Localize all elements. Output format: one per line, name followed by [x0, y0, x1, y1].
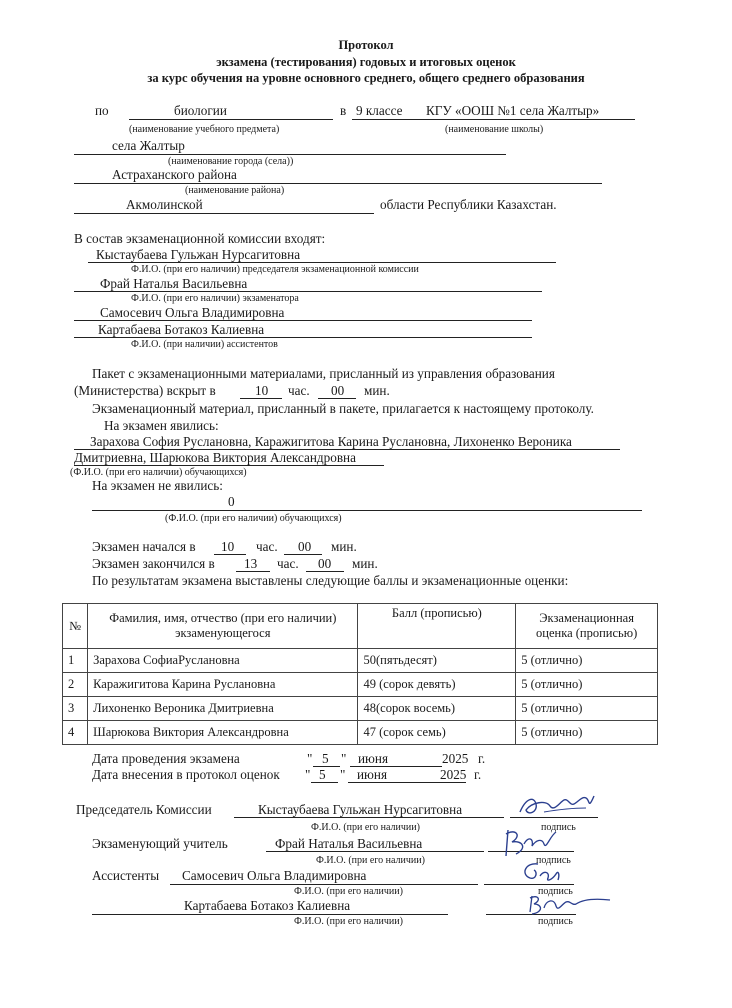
package-line-2-prefix: (Министерства) вскрыт в [74, 383, 216, 398]
end-minute: 00 [318, 556, 332, 571]
entry-month: июня [357, 767, 388, 782]
assistant1-signature [516, 860, 564, 886]
entry-year-suffix: г. [474, 767, 482, 782]
chair-sign-label: Председатель Комиссии [76, 802, 212, 817]
present-underline-2 [74, 465, 384, 466]
assistant2-name: Картабаева Ботакоз Калиевна [98, 322, 265, 337]
row-name: Каражигитова Карина Руслановна [88, 673, 358, 697]
assistants-caption: Ф.И.О. (при наличии) ассистентов [131, 339, 278, 350]
school-underline [352, 119, 635, 120]
assistant1-sign-underline [170, 884, 478, 885]
school-value: КГУ «ООШ №1 села Жалтыр» [426, 103, 600, 118]
package-minute-label: мин. [364, 383, 390, 398]
school-caption: (наименование школы) [445, 124, 544, 135]
assistant1-sign-caption: подпись [538, 886, 573, 897]
entry-date-open-quote: " [305, 767, 311, 782]
assistant2-fio-caption: Ф.И.О. (при его наличии) [294, 916, 403, 927]
present-line-1: Зарахова София Руслановна, Каражигитова Карина Руслановна, Лихоненко Вероника [90, 434, 572, 449]
examiner-caption: Ф.И.О. (при его наличии) экзаменатора [131, 293, 299, 304]
chair-caption: Ф.И.О. (при его наличии) председателя экзаменационной комиссии [131, 264, 419, 275]
end-hour: 13 [244, 556, 258, 571]
start-hour-label: час. [256, 539, 278, 554]
start-hour: 10 [221, 539, 235, 554]
assistant1-fio-caption: Ф.И.О. (при его наличии) [294, 886, 403, 897]
chair-signature [516, 790, 600, 824]
absent-value: 0 [228, 494, 235, 509]
examiner-sign-label: Экзаменующий учитель [92, 836, 228, 851]
city-underline [74, 154, 506, 155]
entry-date-label: Дата внесения в протокол оценок [92, 767, 280, 782]
row-name: Лихоненко Вероника Дмитриевна [88, 697, 358, 721]
assistant2-sign-name: Картабаева Ботакоз Калиевна [184, 898, 351, 913]
class-value: 9 классе [356, 103, 403, 118]
absent-underline [92, 510, 642, 511]
chair-sign-caption: подпись [541, 822, 576, 833]
assistants-sign-label: Ассистенты [92, 868, 160, 883]
results-intro: По результатам экзамена выставлены следующие баллы и экзаменационные оценки: [92, 573, 569, 588]
subject-value: биологии [174, 103, 227, 118]
district-caption: (наименование района) [185, 185, 285, 196]
protocol-subtitle-2: за курс обучения на уровне основного среднего, общего среднего образования [147, 71, 585, 85]
row-grade: 5 (отлично) [516, 649, 658, 673]
subject-caption: (наименование учебного предмета) [129, 124, 280, 135]
assistant2-sign-underline [92, 914, 448, 915]
row-score: 48(сорок восемь) [358, 697, 516, 721]
exam-year: 2025 [442, 751, 469, 766]
row-name: Шарюкова Виктория Александровна [88, 721, 358, 745]
district-value: Астраханского района [112, 167, 237, 182]
package-minute: 00 [331, 383, 345, 398]
exam-date-close-quote: " [341, 751, 347, 766]
present-label: На экзамен явились: [104, 418, 219, 433]
end-minute-label: мин. [352, 556, 378, 571]
absent-caption: (Ф.И.О. (при его наличии) обучающихся) [165, 513, 342, 524]
package-hour-label: час. [288, 383, 310, 398]
absent-label: На экзамен не явились: [92, 478, 223, 493]
present-line-2: Дмитриевна, Шарюкова Виктория Александровна [74, 450, 356, 465]
examiner-sign-name: Фрай Наталья Васильевна [275, 836, 423, 851]
row-grade: 5 (отлично) [516, 721, 658, 745]
header-score: Балл (прописью) [358, 604, 516, 649]
header-grade: Экзаменационная оценка (прописью) [516, 604, 658, 649]
row-num: 4 [63, 721, 88, 745]
row-num: 2 [63, 673, 88, 697]
table-row [63, 649, 658, 673]
region-underline [74, 213, 374, 214]
examiner-fio-caption: Ф.И.О. (при его наличии) [316, 855, 425, 866]
entry-date-close-quote: " [340, 767, 346, 782]
district-underline [74, 183, 602, 184]
table-row [63, 697, 658, 721]
end-prefix: Экзамен закончился в [92, 556, 215, 571]
row-name: Зарахова СофиаРуслановна [88, 649, 358, 673]
table-row [63, 721, 658, 745]
exam-month: июня [358, 751, 389, 766]
present-caption: (Ф.И.О. (при его наличии) обучающихся) [70, 467, 247, 478]
start-minute: 00 [298, 539, 312, 554]
chair-fio-caption: Ф.И.О. (при его наличии) [311, 822, 420, 833]
table-row [63, 673, 658, 697]
assistant2-sign-caption: подпись [538, 916, 573, 927]
header-num: № [63, 604, 88, 649]
region-suffix: области Республики Казахстан. [380, 197, 557, 212]
row-grade: 5 (отлично) [516, 697, 658, 721]
exam-day: 5 [322, 751, 329, 766]
protocol-subtitle: экзамена (тестирования) годовых и итоговых оценок [216, 55, 516, 69]
region-value: Акмолинской [126, 197, 203, 212]
commission-intro: В состав экзаменационной комиссии входят: [74, 231, 326, 246]
assistant1-name: Самосевич Ольга Владимировна [100, 305, 285, 320]
chair-name: Кыстаубаева Гульжан Нурсагитовна [96, 247, 301, 262]
end-hour-label: час. [277, 556, 299, 571]
row-num: 3 [63, 697, 88, 721]
table-header-row [63, 604, 658, 649]
row-score: 47 (сорок семь) [358, 721, 516, 745]
chair-sign-name: Кыстаубаева Гульжан Нурсагитовна [258, 802, 463, 817]
city-value: села Жалтыр [112, 138, 185, 153]
package-hour: 10 [255, 383, 269, 398]
examiner-sign-caption: подпись [536, 855, 571, 866]
entry-day: 5 [319, 767, 326, 782]
exam-date-label: Дата проведения экзамена [92, 751, 240, 766]
examiner-name: Фрай Наталья Васильевна [100, 276, 248, 291]
header-name: Фамилия, имя, отчество (при его наличии) экзаменующегося [88, 604, 358, 649]
class-prefix: в [340, 103, 347, 118]
grades-table [62, 603, 658, 745]
start-minute-label: мин. [331, 539, 357, 554]
entry-year: 2025 [440, 767, 467, 782]
subject-underline [129, 119, 333, 120]
package-line-1: Пакет с экзаменационными материалами, присланный из управления образования [92, 366, 555, 381]
row-num: 1 [63, 649, 88, 673]
exam-date-open-quote: " [307, 751, 313, 766]
row-score: 49 (сорок девять) [358, 673, 516, 697]
city-caption: (наименование города (села)) [168, 156, 294, 167]
package-line-3: Экзаменационный материал, присланный в пакете, прилагается к настоящему протоколу. [92, 401, 594, 416]
start-prefix: Экзамен начался в [92, 539, 196, 554]
subject-prefix: по [95, 103, 109, 118]
row-score: 50(пятьдесят) [358, 649, 516, 673]
row-grade: 5 (отлично) [516, 673, 658, 697]
assistant1-sign-name: Самосевич Ольга Владимировна [182, 868, 367, 883]
exam-year-suffix: г. [478, 751, 486, 766]
protocol-title: Протокол [338, 38, 394, 52]
